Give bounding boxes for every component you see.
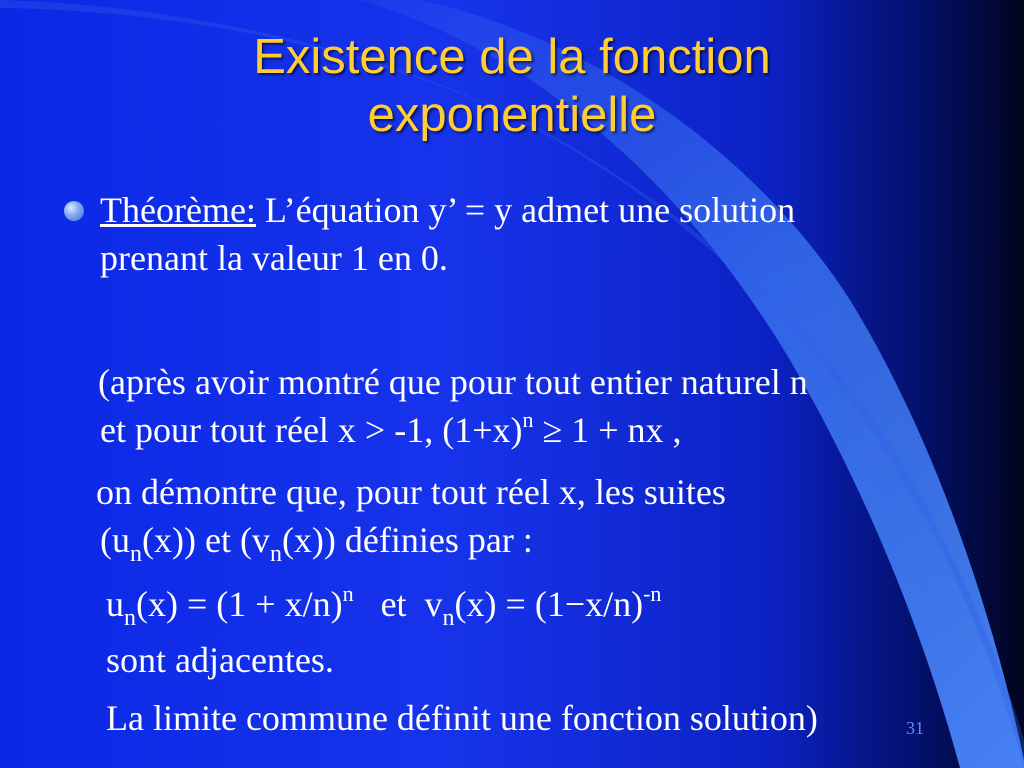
theorem-line-1 — [100, 186, 795, 234]
definition-text: (x)) définies par : — [281, 520, 533, 560]
formula-u: u — [106, 584, 124, 624]
formula-u-expression: (x) = (1 + x/n) — [136, 584, 343, 624]
exponent: -n — [643, 581, 662, 606]
sequence-v-open: (x)) et (v — [142, 520, 270, 560]
theorem-line-2: prenant la valeur 1 en 0. — [100, 238, 448, 278]
theorem-text: L’équation y’ = y admet une solution — [255, 190, 796, 230]
title-line-2: exponentielle — [367, 88, 657, 142]
title-line-1: Existence de la fonction — [253, 30, 771, 84]
slide-title — [0, 28, 1024, 144]
exponent: n — [522, 407, 534, 432]
paragraph-1-line-1: (après avoir montré que pour tout entier naturel n — [98, 362, 808, 402]
theorem-label: Théorème: — [100, 190, 256, 230]
subscript: n — [124, 605, 136, 631]
formula-line — [106, 580, 662, 631]
formula-connector: et v — [353, 584, 443, 624]
inequality-text: et pour tout réel x > -1, (1+x) — [100, 410, 523, 450]
inequality-rhs: ≥ 1 + nx , — [533, 410, 682, 450]
subscript: n — [130, 541, 142, 567]
subscript: n — [442, 605, 455, 631]
paragraph-1-line-2 — [100, 406, 682, 454]
sequence-u-open: (u — [100, 520, 130, 560]
slide-number: 31 — [906, 718, 924, 738]
paragraph-3: sont adjacentes. — [106, 640, 334, 680]
paragraph-2-line-1: on démontre que, pour tout réel x, les suites — [96, 472, 726, 512]
subscript: n — [269, 541, 282, 567]
exponent: n — [342, 581, 354, 606]
bullet-icon — [64, 201, 84, 221]
paragraph-2-line-2 — [100, 516, 533, 567]
paragraph-4: La limite commune définit une fonction solution) — [106, 698, 818, 738]
formula-v-expression: (x) = (1−x/n) — [454, 584, 644, 624]
